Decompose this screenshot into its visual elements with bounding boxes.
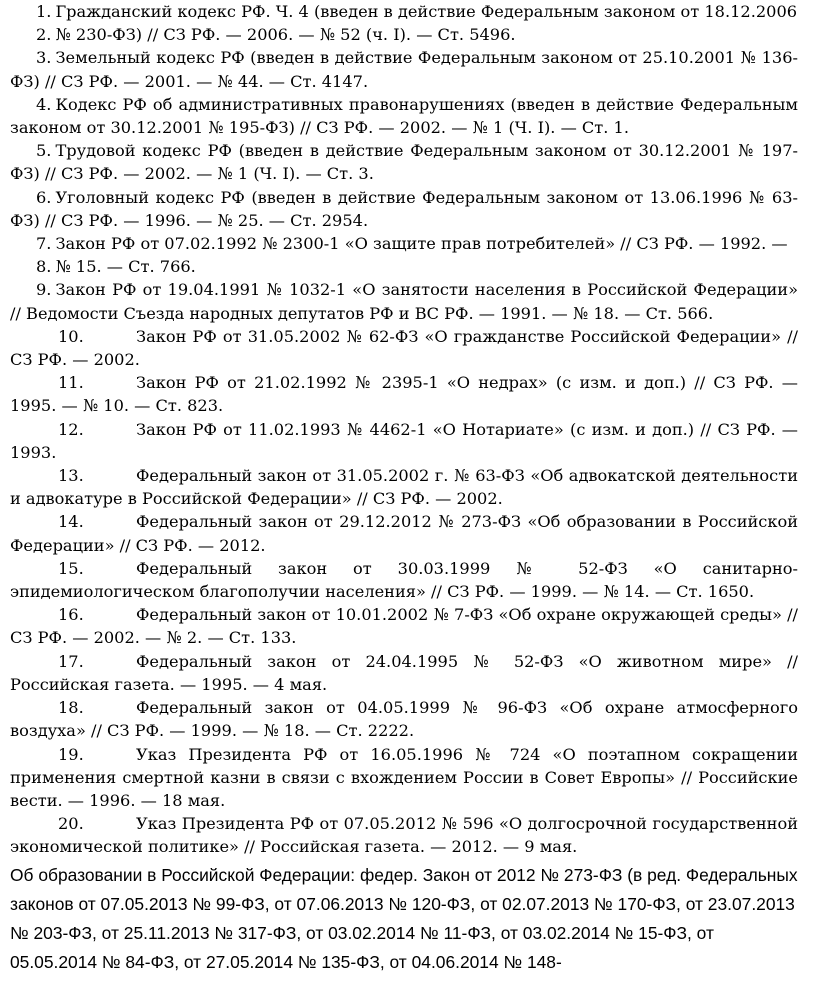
item-number: 1.	[36, 2, 52, 21]
list-item	[10, 255, 798, 278]
item-text: Гражданский кодекс РФ. Ч. 4 (введен в действие Федеральным законом от 18.12.2006	[55, 2, 798, 21]
list-item	[10, 93, 798, 139]
reference-list	[10, 0, 798, 859]
item-text: Федеральный закон от 24.04.1995 № 52-ФЗ «О животном мире» // Российская газета. — 1995. — 4 мая.	[10, 651, 798, 694]
item-number: 17.	[58, 651, 84, 671]
item-text: Трудовой кодекс РФ (введен в действие Федеральным законом от 30.12.2001 № 197-ФЗ) // СЗ РФ. — 2002. — № 1 (Ч. I). — Ст. 3.	[10, 141, 798, 184]
list-item	[10, 696, 798, 742]
item-text: Закон РФ от 31.05.2002 № 62-ФЗ «О гражданстве Российской Федерации» // СЗ РФ. — 2002.	[10, 326, 798, 370]
item-text: Кодекс РФ об административных правонарушениях (введен в действие Федеральным законом от 30.12.2001 № 195-ФЗ) // СЗ РФ. — 2002. — № 1 (Ч. I). — Ст. 1.	[10, 94, 798, 138]
list-item	[10, 325, 798, 371]
item-number: 15.	[58, 558, 84, 578]
list-item	[10, 603, 798, 649]
item-text: Закон РФ от 07.02.1992 № 2300-1 «О защите прав потребителей» // СЗ РФ. — 1992. —	[55, 234, 788, 254]
item-number: 10.	[58, 326, 84, 346]
item-number: 8.	[36, 257, 52, 277]
item-number: 19.	[58, 744, 84, 764]
item-text: № 230-ФЗ) // СЗ РФ. — 2006. — № 52 (ч. I). — Ст. 5496.	[55, 25, 516, 45]
trailing-reference-text: Об образовании в Российской Федерации: федер. Закон от 2012 № 273-ФЗ (в ред. Федеральных законов от 07.05.2013 № 99-ФЗ, от 07.06.2013 № 120-ФЗ, от 02.07.2013 № 170-ФЗ, от 23.07.2013 № 203-ФЗ, от 25.11.2013 № 317-ФЗ, от 03.02.2014 № 11-ФЗ, от 03.02.2014 № 15-ФЗ, от 05.05.2014 № 84-ФЗ, от 27.05.2014 № 135-ФЗ, от 04.06.2014 № 148-	[10, 864, 798, 972]
item-number: 6.	[36, 187, 52, 207]
list-item	[10, 743, 798, 813]
item-number: 14.	[58, 512, 84, 532]
list-item	[10, 139, 798, 185]
list-item	[10, 557, 798, 603]
list-item	[10, 23, 798, 46]
item-number: 4.	[36, 94, 52, 114]
item-text: Закон РФ от 11.02.1993 № 4462-1 «О Нотариате» (с изм. и доп.) // СЗ РФ. — 1993.	[10, 419, 798, 462]
item-number: 2.	[36, 25, 52, 45]
item-number: 5.	[36, 141, 52, 161]
list-item	[10, 278, 798, 324]
item-number: 9.	[36, 280, 52, 300]
item-text: Земельный кодекс РФ (введен в действие Федеральным законом от 25.10.2001 № 136-ФЗ) // СЗ РФ. — 2001. — № 44. — Ст. 4147.	[10, 48, 798, 91]
list-item	[10, 510, 798, 556]
list-item	[10, 371, 798, 417]
item-text: Федеральный закон от 29.12.2012 № 273-ФЗ «Об образовании в Российской Федерации» // СЗ РФ. — 2012.	[10, 512, 798, 555]
item-text: Уголовный кодекс РФ (введен в действие Федеральным законом от 13.06.1996 № 63-ФЗ) // СЗ РФ. — 1996. — № 25. — Ст. 2954.	[10, 187, 798, 230]
item-number: 7.	[36, 234, 52, 254]
item-text: Указ Президента РФ от 16.05.1996 № 724 «О поэтапном сокращении применения смертной казни в связи с вхождением России в Совет Европы» // Российские вести. — 1996. — 18 мая.	[10, 744, 798, 810]
list-item	[10, 464, 798, 510]
item-number: 18.	[58, 698, 84, 718]
item-text: Закон РФ от 19.04.1991 № 1032-1 «О занятости населения в Российской Федерации» // Ведомости Съезда народных депутатов РФ и ВС РФ. — 1991. — № 18. — Ст. 566.	[10, 280, 798, 323]
item-text: № 15. — Ст. 766.	[55, 257, 196, 277]
item-text: Федеральный закон от 10.01.2002 № 7-ФЗ «Об охране окружающей среды» // СЗ РФ. — 2002. — № 2. — Ст. 133.	[10, 605, 798, 648]
item-number: 13.	[58, 466, 84, 486]
item-text: Федеральный закон от 30.03.1999 № 52-ФЗ «О санитарно-эпидемиологическом благополучии населения» // СЗ РФ. — 1999. — № 14. — Ст. 1650.	[10, 558, 798, 602]
item-number: 12.	[58, 419, 84, 439]
item-text: Федеральный закон от 04.05.1999 № 96-ФЗ «Об охране атмосферного воздуха» // СЗ РФ. — 1999. — № 18. — Ст. 2222.	[10, 698, 798, 741]
item-number: 20.	[58, 814, 84, 834]
item-number: 3.	[36, 48, 52, 68]
item-text: Указ Президента РФ от 07.05.2012 № 596 «О долгосрочной государственной экономической политике» // Российская газета. — 2012. — 9 мая.	[10, 814, 798, 857]
list-item	[10, 46, 798, 92]
document-page	[10, 0, 798, 994]
list-item	[10, 232, 798, 255]
list-item	[10, 650, 798, 696]
list-item	[10, 812, 798, 858]
item-number: 16.	[58, 605, 84, 625]
list-item	[10, 418, 798, 464]
item-number: 11.	[58, 373, 84, 393]
list-item	[10, 186, 798, 232]
list-item	[10, 0, 798, 23]
item-text: Закон РФ от 21.02.1992 № 2395-1 «О недрах» (с изм. и доп.) // СЗ РФ. — 1995. — № 10. — Ст. 823.	[10, 373, 798, 416]
item-text: Федеральный закон от 31.05.2002 г. № 63-ФЗ «Об адвокатской деятельности и адвокатуре в Российской Федерации» // СЗ РФ. — 2002.	[10, 466, 798, 509]
